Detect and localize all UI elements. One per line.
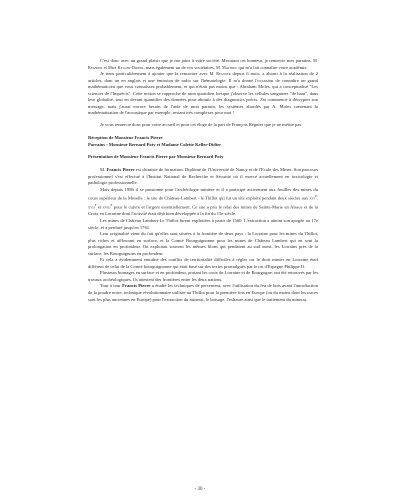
- reception-heading: Réception de Monsieur Francis Pierre: [88, 135, 163, 141]
- intro-paragraph-2: Je tiens particulièrement à ajouter que la rencontre avec M. Regnier depuis 6 mois, a abouti à la réalisation de 2 articles, dont un en anglais et une émission de radio sur l'hématologie. Il m'a donné l'occasion de connaître un grand mathématicien que vous connaissez probablement, et qui n'était pas moins que : Abraham Moles, qui a conceptualisé "Les sciences de l'Imprécis". Cette notion se rapproche de mon quotidien lorsque j'observe les cellules sanguines "de haut", dans leur globalité, tout en devant quantifier des données pour aboutir à des diagnostics précis. J'ai commencé à décrypter son message, mais j'aurai encore besoin de l'aide de mon parrain, les systèmes abordés par A. Moles contenant la mathématisation de l'acoustique par exemple, restant très complexes pour moi !: [88, 71, 319, 116]
- person-name: M. Regnier: [88, 58, 318, 70]
- text-column: [88, 58, 318, 303]
- spacer: [88, 128, 318, 135]
- body-paragraph-2: Mais depuis 1986 il se passionne pour l'archéologie minière et il a participé activement aux fouilles des mines du cours supérieur de la Moselle : le site de Château-Lambert - le Thillot qui fut un site exploité pendant deux siècles aux xvi$^e$, xvii$^e$ et xviii$^e$ pour le cuivre et l'argent essentiellement. Ce site a pris le relai des mines de Sainte-Marie en Alsace et de la Croix en Lorraine dont l'activité était déjà bien développée à la fin du 15e siècle.: [88, 186, 318, 217]
- person-name: M. Regnier: [209, 71, 231, 77]
- intro-paragraph-3: Je vous remercie donc pour votre accueil et pour cet éloge de la part de François Régnier que je ne mérite pas.: [100, 121, 303, 127]
- body-paragraph-6: Plusieurs bornages en surface et en profondeur, portant les croix de Lorraine et de Bourgogne, ont été retrouvés par les travaux archéologiques. Ils attestent des frontières entre les deux nations.: [88, 270, 318, 282]
- parrains-line: Parrains : Monsieur Bernard Poty et Madame Colette Keller-Didier: [88, 142, 222, 148]
- spacer: [88, 160, 318, 167]
- person-name: Mme Keller-Didier: [108, 64, 144, 70]
- body-paragraph-5: Et cela a évidemment entraîné des conflits de territorialité difficiles à régler car le droit minier en Lorraine était différent de celui de la Comté bourguignonne qui était basé sur des textes promulgués par le roi d'Espagne Philippe II.: [88, 257, 318, 269]
- person-name: Francis Pierre: [106, 167, 135, 173]
- body-paragraph-3: Les mines de Château Lambert-Le Thillot furent exploitées à partir de 1560. L'extraction a atteint son apogée au 17e siècle, et a perduré jusqu'en 1761.: [88, 218, 318, 230]
- body-paragraph-7: Tour à tour Francis Pierre a étudié les techniques de percement, avec l'utilisation du feu de bois avant l'introduction de la poudre noire, technique révolutionnaire utilisée au Thillot pour la première fois en Europe (ou du moins dont les traces sont les plus anciennes en Europe) pour l'extraction du minerai, le boisage, l'exhaure ainsi que le traitement du minerai.: [88, 283, 319, 302]
- body-paragraph-1: M. Francis Pierre est chimiste de formation, Diplômé de l'Université de Nancy et de l'Ecole des Mines. Son parcours professionnel s'est effectué à l'Institut National de Recherche et Sécurité où il exerce actuellement en toxicologie et pathologie professionnelle.: [88, 167, 318, 186]
- body-paragraph-4: Leur originalité vient du fait qu'elles sont situées à la frontière de deux pays : la Lorraine pour les mines du Thillot, plus riches et affleurant en surface, et la Comté Bourguignonne pour les mines de Château Lambert qui en sont la prolongation en profondeur. On exploitait souvent les mêmes filons qui pendaient au sud ouest, les Lorrains près de la surface, les Bourguignons en profondeur.: [88, 231, 318, 256]
- intro-paragraph-1: C'est donc avec un grand plaisir que je me joins à votre société. Mesurant cet honneur, je remercie mes parrains, M. Regnier et Mme Keller-Didier, mais également un de vos sociétaires, M. Mathieu qui m'a fait connaître votre académie.: [88, 58, 318, 70]
- person-name: Francis Pierre: [122, 283, 151, 289]
- page-number: - 30 -: [194, 487, 206, 492]
- person-name: M. Mathieu: [216, 64, 238, 70]
- presentation-heading: Présentation de Monsieur Francis Pierre par Monsieur Bernard Poty: [88, 153, 224, 159]
